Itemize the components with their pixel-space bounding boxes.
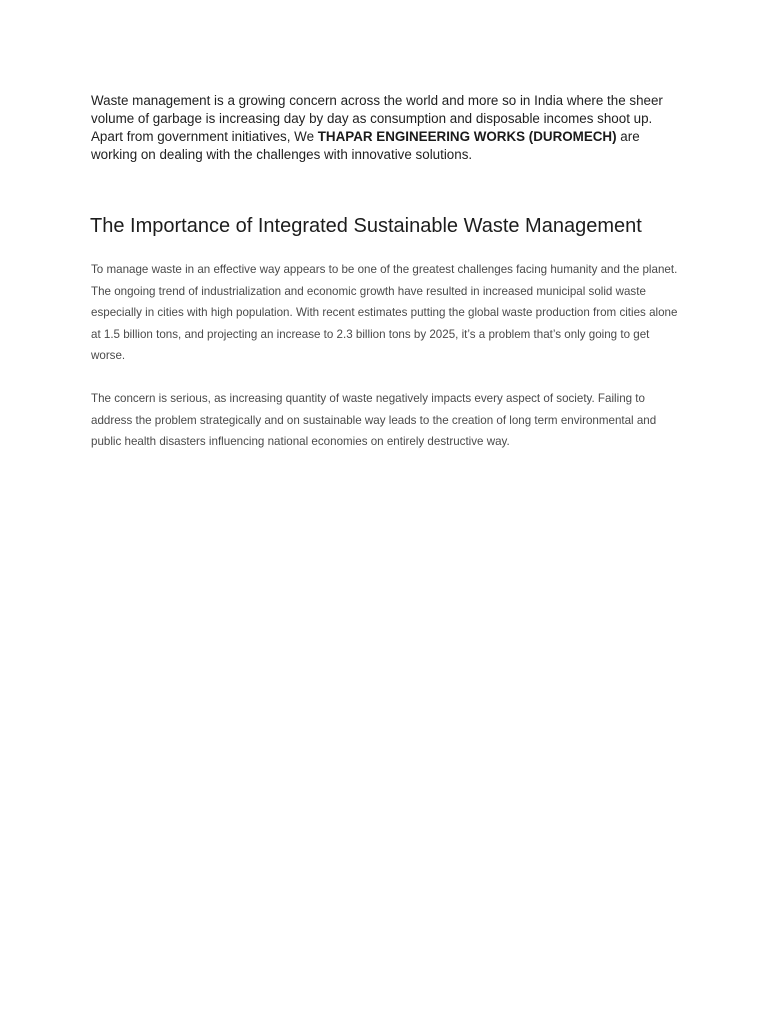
company-name: THAPAR ENGINEERING WORKS (DUROMECH) [317, 129, 617, 144]
body-paragraph-waste-challenge: To manage waste in an effective way appears to be one of the greatest challenges facing humanity and the planet. The ongoing trend of industrialization and economic growth have resulted in increased municipal solid waste especially in cities with high population. With recent estimates putting the global waste production from cities alone at 1.5 billion tons, and projecting an increase to 2.3 billion tons by 2025, it’s a problem that’s only going to get worse. [91, 263, 678, 362]
section-heading: The Importance of Integrated Sustainable Waste Management [90, 215, 642, 237]
intro-text-after: are working on dealing with the challenges with innovative solutions. [91, 129, 640, 162]
intro-paragraph [91, 92, 681, 164]
body-paragraph-concern: The concern is serious, as increasing quantity of waste negatively impacts every aspect of society. Failing to address the problem strategically and on sustainable way leads to the creation of long term environmental and public health disasters influencing national economies on entirely destructive way. [91, 392, 657, 448]
intro-text-before: Waste management is a growing concern across the world and more so in India where the sheer volume of garbage is increasing day by day as consumption and disposable incomes shoot up. Apart from government initiatives, We [91, 93, 663, 144]
